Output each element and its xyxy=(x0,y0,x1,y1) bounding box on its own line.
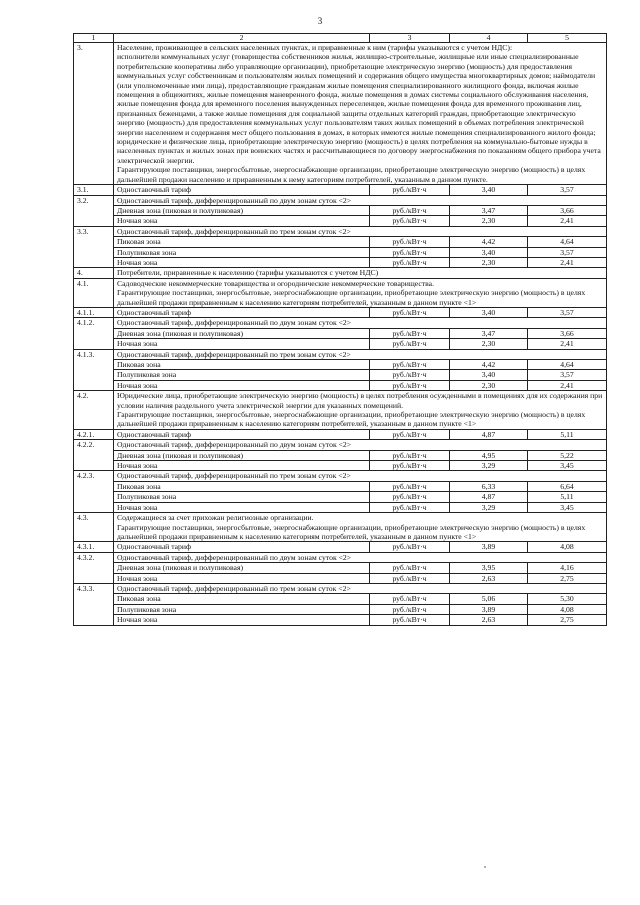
tariff-value-period-1: 3,29 xyxy=(450,461,528,471)
tariff-table-body xyxy=(74,34,607,626)
tariff-value-period-1: 4,42 xyxy=(450,360,528,370)
unit: руб./кВт·ч xyxy=(370,328,450,338)
table-row xyxy=(74,360,607,370)
table-row xyxy=(74,573,607,583)
table-row xyxy=(74,247,607,257)
unit: руб./кВт·ч xyxy=(370,257,450,267)
header-col-5: 5 xyxy=(528,34,607,43)
section-paragraph: Содержащиеся за счет прихожан религиозные организации. xyxy=(117,513,314,523)
table-row xyxy=(74,237,607,247)
zone-name: Полупиковая зона xyxy=(114,370,370,380)
row-number: 3.1. xyxy=(74,185,114,195)
unit: руб./кВт·ч xyxy=(370,360,450,370)
section-description xyxy=(114,513,607,542)
tariff-name: Одноставочный тариф xyxy=(114,429,370,439)
zone-name: Полупиковая зона xyxy=(114,492,370,502)
table-row xyxy=(74,583,607,593)
scan-speck xyxy=(484,866,486,868)
row-number: 4.2.1. xyxy=(74,429,114,439)
zone-name: Ночная зона xyxy=(114,461,370,471)
unit: руб./кВт·ч xyxy=(370,481,450,491)
table-row xyxy=(74,492,607,502)
tariff-value-period-2: 5,22 xyxy=(528,450,607,460)
unit: руб./кВт·ч xyxy=(370,237,450,247)
tariff-value-period-1: 3,89 xyxy=(450,604,528,614)
tariff-value-period-2: 6,64 xyxy=(528,481,607,491)
zone-name: Ночная зона xyxy=(114,502,370,512)
tariff-value-period-1: 4,87 xyxy=(450,492,528,502)
table-row xyxy=(74,328,607,338)
section-description xyxy=(114,278,607,307)
table-row xyxy=(74,604,607,614)
zone-name: Дневная зона (пиковая и полупиковая) xyxy=(114,450,370,460)
section-paragraph: исполнители коммунальных услуг (товарищества собственников жилья, жилищно-строительные, жилищные или иные специализированные потребительские кооперативы либо управляющие организации), приобретающие электрическую энергию (мощность) для предоставления коммунальных услуг собственникам и пользователям жилых помещений и содержания общего имущества многоквартирных домов; наймодатели (или уполномоченные ими лица), предоставляющие гражданам жилые помещения специализированного жилищного фонда, включая жилые помещения в общежитиях, жилые помещения маневренного фонда, жилые помещения в домах системы социального обслуживания населения, жилые помещения фонда для временного поселения вынужденных переселенцев, жилые помещения фонда для временного проживания лиц, признанных беженцами, а также жилые помещения для социальной защиты отдельных категорий граждан, приобретающие электрическую энергию (мощность) для предоставления коммунальных услуг пользователям таких жилых помещений в объемах потребления электрической энергии населением и содержания мест общего пользования в домах, в которых имеются жилые помещения специализированного жилого фонда; xyxy=(117,52,596,137)
zone-name: Ночная зона xyxy=(114,615,370,625)
page-number: 3 xyxy=(317,16,323,26)
table-row xyxy=(74,185,607,195)
section-description xyxy=(114,391,607,430)
tariff-value-period-2: 4,64 xyxy=(528,237,607,247)
row-number: 4.3.1. xyxy=(74,542,114,552)
unit: руб./кВт·ч xyxy=(370,185,450,195)
tariff-name: Одноставочный тариф xyxy=(114,307,370,317)
tariff-value-period-2: 4,08 xyxy=(528,604,607,614)
table-row xyxy=(74,268,607,278)
tariff-value-period-1: 3,95 xyxy=(450,563,528,573)
tariff-value-period-1: 2,63 xyxy=(450,573,528,583)
table-row xyxy=(74,471,607,481)
tariff-value-period-2: 2,41 xyxy=(528,339,607,349)
row-number: 4.1.3. xyxy=(74,349,114,391)
tariff-value-period-2: 5,30 xyxy=(528,594,607,604)
header-col-1: 1 xyxy=(74,34,114,43)
row-number: 4.2.2. xyxy=(74,440,114,471)
table-row xyxy=(74,429,607,439)
tariff-group-title: Одноставочный тариф, дифференцированный по трем зонам суток <2> xyxy=(114,349,607,359)
row-number: 3. xyxy=(74,43,114,185)
table-row xyxy=(74,370,607,380)
table-row xyxy=(74,278,607,307)
tariff-table xyxy=(73,33,607,626)
tariff-value-period-2: 4,16 xyxy=(528,563,607,573)
tariff-value-period-1: 2,30 xyxy=(450,216,528,226)
section-paragraph: Потребители, приравненные к населению (тарифы указываются с учетом НДС) xyxy=(117,268,379,278)
table-row xyxy=(74,552,607,562)
table-row xyxy=(74,440,607,450)
tariff-value-period-2: 3,57 xyxy=(528,247,607,257)
tariff-value-period-1: 4,42 xyxy=(450,237,528,247)
tariff-value-period-1: 2,30 xyxy=(450,257,528,267)
tariff-group-title: Одноставочный тариф, дифференцированный по трем зонам суток <2> xyxy=(114,471,607,481)
row-number: 4.1.2. xyxy=(74,318,114,349)
table-row xyxy=(74,307,607,317)
unit: руб./кВт·ч xyxy=(370,573,450,583)
tariff-group-title: Одноставочный тариф, дифференцированный по двум зонам суток <2> xyxy=(114,195,607,205)
tariff-group-title: Одноставочный тариф, дифференцированный по двум зонам суток <2> xyxy=(114,318,607,328)
section-paragraph: Гарантирующие поставщики, энергосбытовые, энергоснабжающие организации, приобретающие электрическую энергию (мощность) в целях дальнейшей продажи приравненным к населению категориям потребителей, указанным в данном пункте <1> xyxy=(117,522,586,541)
unit: руб./кВт·ч xyxy=(370,604,450,614)
section-paragraph: Гарантирующие поставщики, энергосбытовые, энергоснабжающие организации, приобретающие электрическую энергию (мощность) в целях дальнейшей продажи населению и приравненным к нему категориям потребителей, указанным в данном пункте. xyxy=(117,165,586,184)
table-row xyxy=(74,481,607,491)
table-row xyxy=(74,205,607,215)
tariff-value-period-2: 2,41 xyxy=(528,257,607,267)
unit: руб./кВт·ч xyxy=(370,615,450,625)
table-row xyxy=(74,43,607,185)
section-paragraph: Садоводческие некоммерческие товарищества и огороднические некоммерческие товарищества. xyxy=(117,278,434,288)
tariff-value-period-2: 3,66 xyxy=(528,205,607,215)
row-number: 3.2. xyxy=(74,195,114,226)
unit: руб./кВт·ч xyxy=(370,563,450,573)
tariff-value-period-1: 3,40 xyxy=(450,247,528,257)
tariff-value-period-1: 4,87 xyxy=(450,429,528,439)
unit: руб./кВт·ч xyxy=(370,339,450,349)
tariff-value-period-1: 5,06 xyxy=(450,594,528,604)
tariff-group-title: Одноставочный тариф, дифференцированный по трем зонам суток <2> xyxy=(114,226,607,236)
unit: руб./кВт·ч xyxy=(370,461,450,471)
tariff-value-period-1: 3,47 xyxy=(450,205,528,215)
tariff-value-period-1: 4,95 xyxy=(450,450,528,460)
unit: руб./кВт·ч xyxy=(370,205,450,215)
tariff-value-period-2: 2,75 xyxy=(528,615,607,625)
tariff-name: Одноставочный тариф xyxy=(114,185,370,195)
tariff-group-title: Одноставочный тариф, дифференцированный по двум зонам суток <2> xyxy=(114,440,607,450)
table-row xyxy=(74,542,607,552)
tariff-value-period-2: 5,11 xyxy=(528,492,607,502)
zone-name: Пиковая зона xyxy=(114,360,370,370)
zone-name: Ночная зона xyxy=(114,339,370,349)
zone-name: Ночная зона xyxy=(114,573,370,583)
unit: руб./кВт·ч xyxy=(370,380,450,390)
zone-name: Ночная зона xyxy=(114,216,370,226)
table-row xyxy=(74,513,607,542)
unit: руб./кВт·ч xyxy=(370,492,450,502)
table-row xyxy=(74,318,607,328)
section-description xyxy=(114,268,607,278)
tariff-value-period-2: 4,08 xyxy=(528,542,607,552)
table-row xyxy=(74,339,607,349)
tariff-value-period-1: 2,30 xyxy=(450,380,528,390)
table-row xyxy=(74,380,607,390)
row-number: 4.3. xyxy=(74,513,114,542)
unit: руб./кВт·ч xyxy=(370,429,450,439)
table-row xyxy=(74,349,607,359)
tariff-value-period-2: 3,57 xyxy=(528,370,607,380)
tariff-value-period-2: 3,45 xyxy=(528,461,607,471)
table-row xyxy=(74,216,607,226)
header-col-2: 2 xyxy=(114,34,370,43)
unit: руб./кВт·ч xyxy=(370,542,450,552)
table-row xyxy=(74,461,607,471)
tariff-group-title: Одноставочный тариф, дифференцированный по трем зонам суток <2> xyxy=(114,583,607,593)
unit: руб./кВт·ч xyxy=(370,307,450,317)
table-row xyxy=(74,195,607,205)
table-row xyxy=(74,226,607,236)
tariff-value-period-2: 3,66 xyxy=(528,328,607,338)
tariff-group-title: Одноставочный тариф, дифференцированный по двум зонам суток <2> xyxy=(114,552,607,562)
row-number: 3.3. xyxy=(74,226,114,268)
tariff-value-period-1: 3,40 xyxy=(450,185,528,195)
tariff-value-period-2: 5,11 xyxy=(528,429,607,439)
tariff-value-period-1: 2,30 xyxy=(450,339,528,349)
row-number: 4. xyxy=(74,268,114,278)
header-row xyxy=(74,34,607,43)
unit: руб./кВт·ч xyxy=(370,502,450,512)
zone-name: Дневная зона (пиковая и полупиковая) xyxy=(114,205,370,215)
tariff-value-period-1: 3,40 xyxy=(450,370,528,380)
unit: руб./кВт·ч xyxy=(370,450,450,460)
table-row xyxy=(74,594,607,604)
zone-name: Дневная зона (пиковая и полупиковая) xyxy=(114,328,370,338)
zone-name: Полупиковая зона xyxy=(114,604,370,614)
zone-name: Пиковая зона xyxy=(114,237,370,247)
row-number: 4.3.3. xyxy=(74,583,114,625)
tariff-value-period-1: 3,29 xyxy=(450,502,528,512)
zone-name: Дневная зона (пиковая и полупиковая) xyxy=(114,563,370,573)
tariff-value-period-1: 6,33 xyxy=(450,481,528,491)
zone-name: Полупиковая зона xyxy=(114,247,370,257)
tariff-value-period-2: 3,57 xyxy=(528,185,607,195)
tariff-value-period-1: 3,89 xyxy=(450,542,528,552)
header-col-3: 3 xyxy=(370,34,450,43)
row-number: 4.1. xyxy=(74,278,114,307)
zone-name: Ночная зона xyxy=(114,257,370,267)
section-paragraph: юридические и физические лица, приобретающие электрическую энергию (мощность) в целях потребления на коммунально-бытовые нужды в населенных пунктах и жилых зонах при воинских частях и рассчитывающиеся по договору энергоснабжения по показаниям общего прибора учета электрической энергии. xyxy=(117,137,601,165)
tariff-value-period-2: 3,45 xyxy=(528,502,607,512)
header-col-4: 4 xyxy=(450,34,528,43)
table-row xyxy=(74,615,607,625)
tariff-value-period-2: 3,57 xyxy=(528,307,607,317)
row-number: 4.1.1. xyxy=(74,307,114,317)
row-number: 4.3.2. xyxy=(74,552,114,583)
section-paragraph: Население, проживающее в сельских населенных пунктах, и приравненные к ним (тарифы указываются с учетом НДС): xyxy=(117,43,513,52)
tariff-value-period-2: 2,41 xyxy=(528,216,607,226)
unit: руб./кВт·ч xyxy=(370,370,450,380)
section-paragraph: Гарантирующие поставщики, энергосбытовые, энергоснабжающие организации, приобретающие электрическую энергию (мощность) в целях дальнейшей продажи приравненным к населению категориям потребителей, указанным в данном пункте <1> xyxy=(117,288,586,307)
unit: руб./кВт·ч xyxy=(370,594,450,604)
table-row xyxy=(74,563,607,573)
table-row xyxy=(74,257,607,267)
zone-name: Ночная зона xyxy=(114,380,370,390)
unit: руб./кВт·ч xyxy=(370,216,450,226)
section-description xyxy=(114,43,607,185)
table-row xyxy=(74,502,607,512)
tariff-value-period-1: 2,63 xyxy=(450,615,528,625)
zone-name: Пиковая зона xyxy=(114,481,370,491)
table-row xyxy=(74,391,607,430)
tariff-name: Одноставочный тариф xyxy=(114,542,370,552)
zone-name: Пиковая зона xyxy=(114,594,370,604)
tariff-value-period-2: 2,75 xyxy=(528,573,607,583)
unit: руб./кВт·ч xyxy=(370,247,450,257)
section-paragraph: Гарантирующие поставщики, энергосбытовые, энергоснабжающие организации, приобретающие электрическую энергию (мощность) в целях дальнейшей продажи приравненным к населению категориям потребителей, указанным в данном пункте <1> xyxy=(117,410,586,429)
tariff-value-period-2: 4,64 xyxy=(528,360,607,370)
section-paragraph: Юридические лица, приобретающие электрическую энергию (мощность) в целях потребления осужденными в помещениях для их содержания при условии наличия раздельного учета электрической энергии для указанных помещений. xyxy=(117,391,603,410)
row-number: 4.2. xyxy=(74,391,114,430)
tariff-value-period-2: 2,41 xyxy=(528,380,607,390)
tariff-value-period-1: 3,47 xyxy=(450,328,528,338)
table-row xyxy=(74,450,607,460)
tariff-value-period-1: 3,40 xyxy=(450,307,528,317)
row-number: 4.2.3. xyxy=(74,471,114,513)
